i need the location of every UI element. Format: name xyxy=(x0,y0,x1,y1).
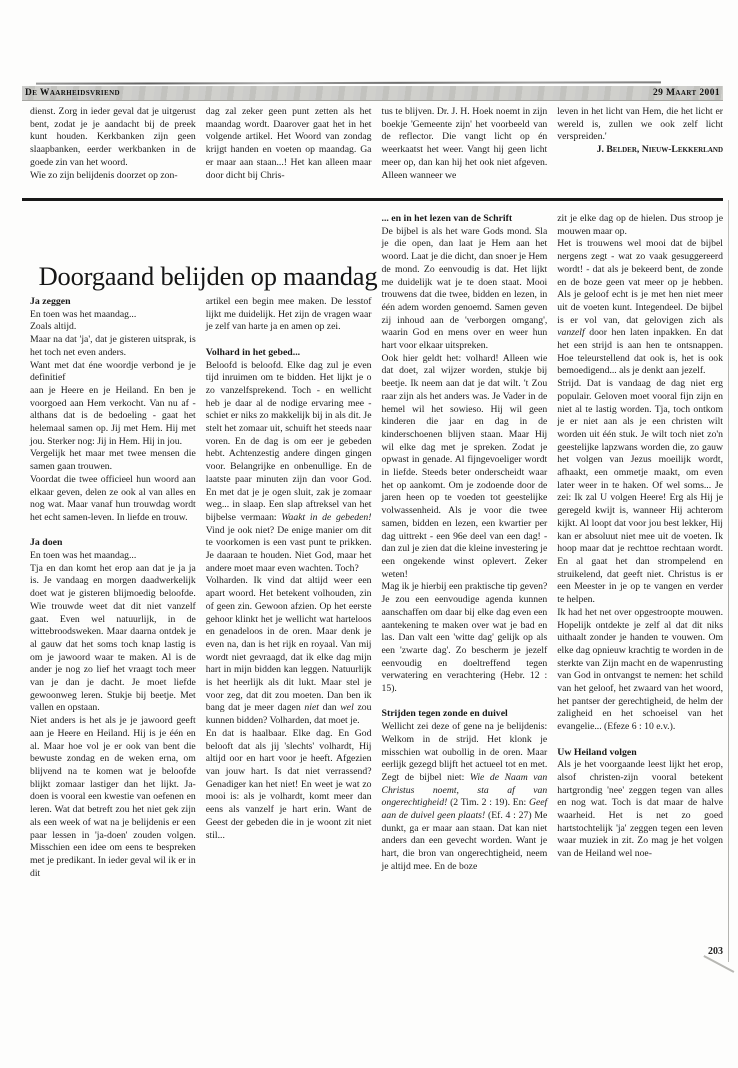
article-column-2 xyxy=(206,213,372,880)
intro-paragraph: leven in het licht van Hem, die het licht er wereld is, zullen we ook zelf licht verspreiden.' xyxy=(557,106,723,143)
issue-date: 29 Maart 2001 xyxy=(652,88,720,98)
section-heading: Volhard in het gebed... xyxy=(205,346,301,358)
section-divider-rule xyxy=(22,198,723,201)
body-paragraph: Want met dat éne woordje verbond je je definitief xyxy=(30,359,196,384)
body-paragraph: Het is trouwens wel mooi dat de bijbel nergens zegt - wat zo vaak gesuggereerd wordt! - dat als je bekeerd bent, de zonde en de boze geen vat meer op je hebben. Als je geloof echt is je met hen niet meer uit de voeten kunt. Integendeel. De bijbel is er vol van, dat gelovigen zich als vanzelf door hen laten inpakken. En dat het een strijd is aan hen te ontsnappen. Hoe teleurstellend dat ook is, het is ook bemoedigend... als je denkt aan jezelf. xyxy=(557,238,723,377)
page-number: 203 xyxy=(708,946,723,957)
body-paragraph: Wellicht zei deze of gene na je belijdenis: Welkom in de strijd. Het klonk je misschien wat oubollig in de oren. Maar eerlijk gezegd blijft het actueel tot en met. Zegt de bijbel niet: Wie de Naam van Christus noemt, sta af van ongerechtigheid! (2 Tim. 2 : 19). En: Geef aan de duivel geen plaats! (Ef. 4 : 27) Me dunkt, ga er maar aan staan. Dat kan niet anders dan een gevecht worden. Want je hart, die bron van ongerechtigheid, neem je altijd mee. En de boze xyxy=(381,721,548,872)
author-byline: J. Belder, Nieuw-Lekkerland xyxy=(596,144,723,156)
intro-column-3 xyxy=(382,106,548,182)
section-heading: ... en in het lezen van de Schrift xyxy=(381,213,513,224)
body-paragraph: Mag ik je hierbij een praktische tip geven? Je zou een eenvoudige agenda kunnen aanschaffen om daar bij elke dag even een aantekening te maken over wat je bad en las. Dan valt een 'witte dag' gelijk op als een 'zwarte dag'. Zo bescherm je jezelf eenvoudig en doeltreffend tegen verwatering en verachtering (Hebr. 12 : 15). xyxy=(381,581,548,695)
body-paragraph: Maar na dat 'ja', dat je gisteren uitsprak, is het toch net even anders. xyxy=(30,334,196,358)
body-paragraph: Ik had het net over opgestroopte mouwen. Hopelijk ontdekte je zelf al dat dit niks uithaalt zonder je handen te vouwen. Om elke dag opnieuw krachtig te worden in de sterkte van Zijn macht en de wapenrusting van God in ontvangst te nemen: het schild van het geloof, het zwaard van het woord, het pantser der gerechtigheid, de helm der zaligheid en het schoeisel van het evangelie... (Efeze 6 : 10 e.v.). xyxy=(557,606,723,733)
scan-page-corner xyxy=(704,955,735,972)
intro-paragraph: dag zal zeker geen punt zetten als het maandag wordt. Daarover gaat het in het volgende artikel. Het Woord van zondag krijgt handen en voeten op maandag. Ga er maar aan staan...! Het kan alleen maar door dicht bij Chris- xyxy=(205,106,372,181)
intro-paragraph: Wie zo zijn belijdenis doorzet op zon- xyxy=(30,169,178,181)
intro-column-2 xyxy=(206,106,372,182)
body-paragraph: Voordat die twee officieel hun woord aan elkaar geven, delen ze ook al van alles en nog wat. Maar vanaf hun trouwdag wordt het echt samen-leven. In liefde en trouw. xyxy=(30,473,196,523)
body-paragraph: En toen was het maandag... xyxy=(30,308,137,320)
body-paragraph: Zoals altijd. xyxy=(30,321,77,333)
magazine-masthead: De Waarheidsvriend xyxy=(25,88,120,98)
body-paragraph: Tja en dan komt het erop aan dat je ja ja is. Je vandaag en morgen daadwerkelijk doet wat je gisteren blijmoedig beloofde. Wie trouwde weet dat dit niet vanzelf gaat. Even wel natuurlijk, in de wittebroodsweken. Maar daarna ontdek je al gauw dat het soms toch knap lastig is om je jawoord waar te maken. Al is de ander je nog zo lief het vraagt toch meer van je dan je dacht. Je moet liefde gewoonweg leren. Stukje bij beetje. Met vallen en opstaan. xyxy=(30,562,196,714)
intro-column-4 xyxy=(557,106,723,182)
page-header-bar xyxy=(22,86,723,101)
body-paragraph: En dat is haalbaar. Elke dag. En God belooft dat als jij 'slechts' volhardt, Hij altijd oor en hart voor je heeft. Afgezien van jouw hart. Is dat niet verrassend? Genadiger kan het niet! En weet je wat zo mooi is: als je volhardt, komt meer dan eens als vanzelf je hart erin. Want de Geest der gebeden die in je woont zit niet stil... xyxy=(205,727,372,841)
intro-section xyxy=(30,106,723,182)
body-paragraph: Als je het voorgaande leest lijkt het erop, alsof christen-zijn vooral betekent hartgrondig 'nee' zeggen tegen van alles en nog wat. Toch is dat maar de halve waarheid. Het is net zo goed hartstochtelijk 'ja' zeggen tegen een leven waar muziek in zit. Zo mag je het volgen van de Heiland wel noe- xyxy=(557,759,723,860)
body-paragraph: aan je Heere en je Heiland. En ben je voorgoed aan Hem verkocht. Van nu af - althans dat is de bedoeling - gaat het helemaal samen op. Jij met Hem. Hij met jou. Sterker nog: Jij in Hem. Hij in jou. xyxy=(30,384,196,447)
article-column-1 xyxy=(30,213,196,880)
article-title: Doorgaand belijden op maandag xyxy=(38,260,378,291)
article-body xyxy=(30,213,723,880)
body-paragraph: Vergelijk het maar met twee mensen die samen gaan trouwen. xyxy=(30,448,196,473)
section-heading: Uw Heiland volgen xyxy=(557,746,637,758)
body-paragraph: zit je elke dag op de hielen. Dus stroop je mouwen maar op. xyxy=(557,213,723,237)
body-paragraph: Ook hier geldt het: volhard! Alleen wie dat doet, zal wijzer worden, stukje bij beetje. Ik neem aan dat je dat wilt. 't Zou raar zijn als het anders was. Je Vader in de hemel wil het sowieso. Hij wil geen kinderen die jaar en dag in de kinderschoenen blijven staan. Maar Hij wil elke dag met je spreken. Zodat je opwast in genade. Al fijngevoeliger wordt in liefde. Steeds beter onderscheidt waar het op aankomt. Om je zodoende door de jaren heen op te voeden tot geestelijke volwassenheid. Als je voor die twee samen, bidden en lezen, een kwartier per dag uittrekt - een 96e deel van een dag! - dan zul je zien dat die kleine investering je een ongekende winst oplevert. Zeker weten! xyxy=(381,352,548,580)
section-heading: Ja zeggen xyxy=(30,296,71,307)
section-heading: Ja doen xyxy=(30,537,63,549)
body-paragraph: Strijd. Dat is vandaag de dag niet erg populair. Geloven moet vooral fijn zijn en niet al te lastig worden. Tja, toch ontkom je er niet aan als je een christen wilt worden uit één stuk. Je wilt toch niet zo'n geestelijke lapzwans worden die, zo gauw het volgen van Jezus moeilijk wordt, afhaakt, een ommetje maakt, om even later weer in te haken. Of wel soms... Je zei: Ik zal U volgen Heere! Erg als Hij je geregeld kwijt is, wanneer Hij achterom kijkt. Al loopt dat voor jou best lekker, Hij kan er absoluut niet mee uit de voeten. Ik hoop maar dat je rechttoe rechtaan wordt. En al gaat het dan strompelend en struikelend, dat geeft niet. Christus is er een Meester in je op te vangen en verder te helpen. xyxy=(557,378,723,606)
article-column-3 xyxy=(382,213,548,880)
section-heading: Strijden tegen zonde en duivel xyxy=(381,708,508,720)
article-column-4 xyxy=(557,213,723,880)
scan-page-edge xyxy=(728,200,730,962)
body-paragraph: Beloofd is beloofd. Elke dag zul je even tijd inruimen om te bidden. Het lijkt je o zo vanzelfsprekend. Toch - en wellicht heb je daar al de nodige ervaring mee - schiet er niks zo makkelijk bij in als dit. Je stelt het zomaar uit, schuift het steeds naar voren. En de dag is om eer je gebeden hebt. Achtenzestig andere dingen gingen voor. Belangrijke en onbenullige. En de laatste paar minuten zijn dan voor God. En met dat je je ogen sluit, zak je zomaar weg... in slaap. Een slap aftreksel van het bijbelse vermaan: Waakt in de gebeden! Vind je ook niet? De enige manier om dit te voorkomen is een vast punt te prikken. Je daaraan te houden. Niet God, maar het andere moet maar even wachten. Toch? xyxy=(205,359,372,574)
body-paragraph: De bijbel is als het ware Gods mond. Sla je die open, dan laat je Hem aan het woord. Laat je die dicht, dan snoer je Hem de mond. Zo eenvoudig is dat. Het lijkt me duidelijk wat je te doen staat. Mooi trouwens dat die twee, bidden en lezen, in één adem worden genoemd. Samen geven zij inhoud aan de 'verborgen omgang', waarin God en mens over en weer hun hart voor elkaar uitspreken. xyxy=(381,225,548,352)
scan-scratch-line xyxy=(36,81,661,84)
body-paragraph: artikel een begin mee maken. De lesstof lijkt me duidelijk. Het zijn de vragen waar je zelf van harte ja en amen op zei. xyxy=(205,296,372,333)
body-paragraph: Volharden. Ik vind dat altijd weer een apart woord. Het betekent volhouden, zin of geen zin. Gewoon afzien. Op het eerste gehoor klinkt het je wellicht wat harteloos en genadeloos in de oren. Maar denk je even na, dan is het rijk en royaal. Van mij wordt niet gevraagd, dat ik elke dag mijn hart in mijn bidden kan leggen. Natuurlijk is het heerlijk als dit lukt. Maar stel je voor zeg, dat dit zou moeten. Dan ben ik bang dat je meer dagen niet dan wel zou kunnen bidden? Volharden, dat moet je. xyxy=(205,575,372,727)
body-paragraph: Niet anders is het als je je jawoord geeft aan je Heere en Heiland. Hij is je één en al. Maar hoe vol je er ook van bent die bewuste zondag en de weken erna, om blijvend na te komen wat je beloofde blijkt zomaar lastiger dan het lijkt. Ja-doen is vooral een kwestie van oefenen en leren. Wat dat betreft zou het niet gek zijn als een week of wat na je belijdenis er een paar lessen in 'ja-doen' zouden volgen. Misschien een idee om eens te bespreken met je predikant. In ieder geval wil ik er in dit xyxy=(30,715,196,879)
intro-paragraph: tus te blijven. Dr. J. H. Hoek noemt in zijn boekje 'Gemeente zijn' het voorbeeld van de reflector. Die vangt licht op én weerkaatst het weer. Vangt hij geen licht meer op, dan kan hij het ook niet afgeven. Alleen wanneer we xyxy=(381,106,548,181)
body-paragraph: En toen was het maandag... xyxy=(30,550,137,562)
intro-column-1 xyxy=(30,106,196,182)
intro-paragraph: dienst. Zorg in ieder geval dat je uitgerust bent, zodat je je aandacht bij de preek kunt houden. Kerkbanken zijn geen slaapbanken, eerder werkbanken in de goede zin van het woord. xyxy=(30,106,196,168)
